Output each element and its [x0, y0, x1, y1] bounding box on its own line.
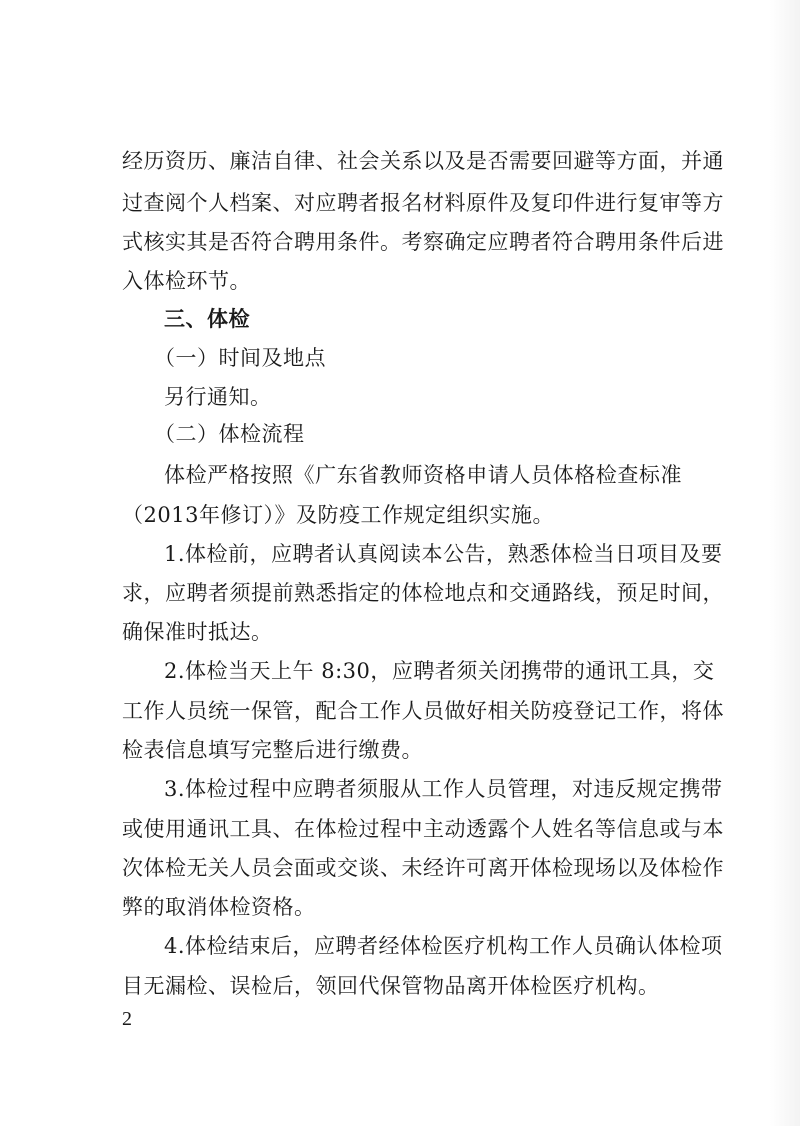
list-item-line: 目无漏检、误检后，领回代保管物品离开体检医疗机构。: [122, 974, 660, 998]
paragraph-line: 入体检环节。: [122, 269, 251, 293]
scan-edge-shadow: [770, 0, 800, 1126]
paragraph-line: 体检严格按照《广东省教师资格申请人员体格检查标准: [164, 463, 682, 487]
list-item-line: 工作人员统一保管，配合工作人员做好相关防疫登记工作，将体: [122, 699, 724, 723]
list-item-line: 次体检无关人员会面或交谈、未经许可离开体检现场以及体检作: [122, 856, 724, 880]
list-item-line: 4.体检结束后，应聘者经体检医疗机构工作人员确认体检项: [164, 934, 723, 958]
subsection-title: （一）时间及地点: [154, 346, 326, 370]
list-item-line: 1.体检前，应聘者认真阅读本公告，熟悉体检当日项目及要: [164, 542, 723, 566]
list-item-line: 检表信息填写完整后进行缴费。: [122, 738, 423, 762]
paragraph-line: 经历资历、廉洁自律、社会关系以及是否需要回避等方面，并通: [122, 149, 724, 173]
paragraph-line: 另行通知。: [164, 385, 272, 409]
list-item-line: 求，应聘者须提前熟悉指定的体检地点和交通路线，预足时间，: [122, 581, 724, 605]
paragraph-line: 式核实其是否符合聘用条件。考察确定应聘者符合聘用条件后进: [122, 230, 724, 254]
list-item-line: 确保准时抵达。: [122, 620, 273, 644]
list-item-line: 弊的取消体检资格。: [122, 895, 316, 919]
page-number: 2: [122, 1008, 132, 1030]
paragraph-line: 过查阅个人档案、对应聘者报名材料原件及复印件进行复审等方: [122, 191, 724, 215]
list-item-line: 或使用通讯工具、在体检过程中主动透露个人姓名等信息或与本: [122, 817, 724, 841]
list-item-line: 2.体检当天上午 8:30，应聘者须关闭携带的通讯工具，交: [164, 659, 715, 683]
list-item-line: 3.体检过程中应聘者须服从工作人员管理，对违反规定携带: [164, 777, 723, 801]
section-heading: 三、体检: [164, 307, 250, 331]
paragraph-line: （2013年修订）》及防疫工作规定组织实施。: [122, 503, 554, 527]
subsection-title: （二）体检流程: [154, 422, 305, 446]
